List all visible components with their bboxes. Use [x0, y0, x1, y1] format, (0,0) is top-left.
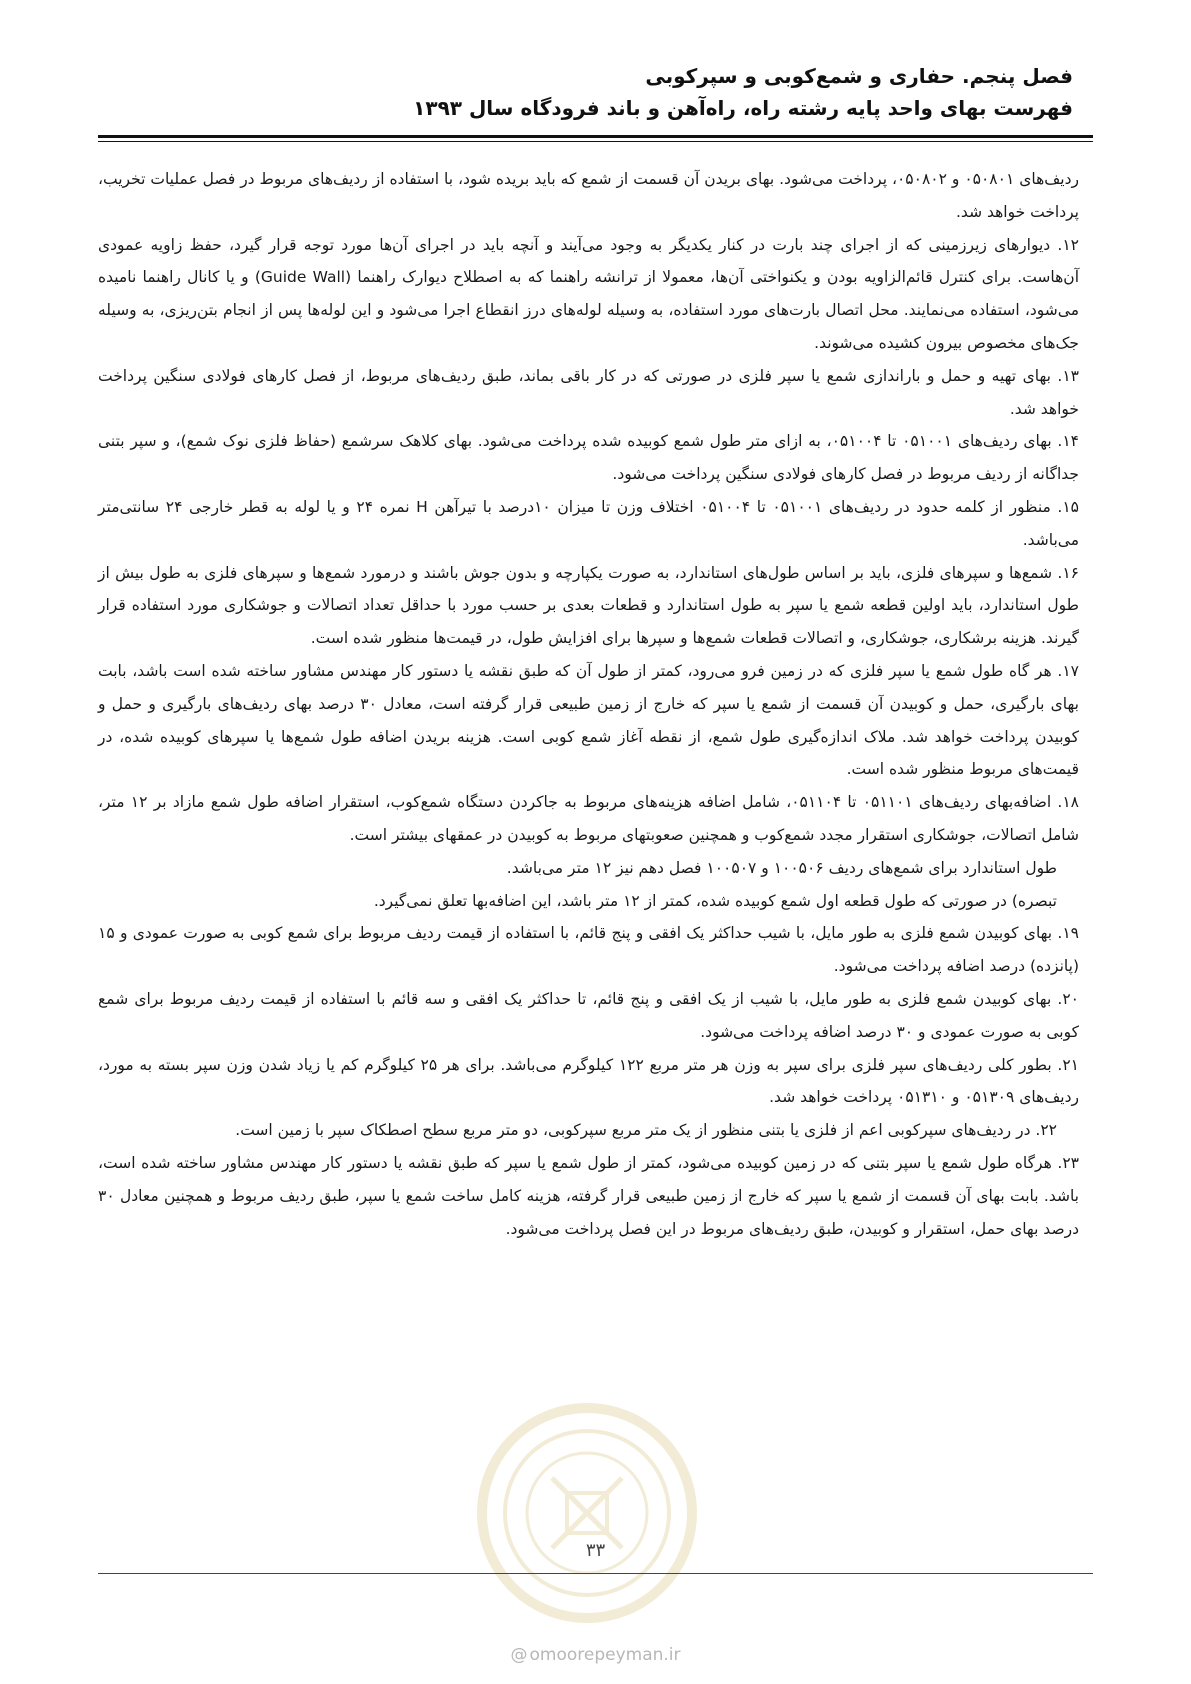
paragraph-12: ۱۲. دیوارهای زیرزمینی که از اجرای چند بارت در کنار یکدیگر به وجود می‌آیند و آنچه باید در اجرای آن‌ها مورد توجه قرار گیرد، حفظ زاویه عمودی آن‌هاست. برای کنترل قائم‌الزاویه بودن و یکنواختی آن‌ها، معمولا از ترانشه راهنما که به اصطلاح دیوارک راهنما (Guide Wall) و یا کانال راهنما نامیده می‌شود، استفاده می‌نمایند. محل اتصال بارت‌های مورد استفاده، به وسیله لوله‌های درز انقطاع اجرا می‌شود و این لوله‌ها پس از انجام بتن‌ریزی، به وسیله جک‌های مخصوص بیرون کشیده می‌شوند. — [98, 235, 1079, 352]
at-icon: @ — [510, 1645, 528, 1665]
paragraph-22: ۲۲. در ردیف‌های سپرکوبی اعم از فلزی یا بتنی منظور از یک متر مربع سپرکوبی، دو متر مربع سطح اصطکاک سپر با زمین است. — [235, 1121, 1057, 1140]
footer-rule — [98, 1573, 1093, 1574]
paragraph-14: ۱۴. بهای ردیف‌های ۰۵۱۰۰۱ تا ۰۵۱۰۰۴، به ازای متر طول شمع کوبیده شده پرداخت می‌شود. بهای کلاهک سرشمع (حفاظ فلزی نوک شمع)، و سپر بتنی جداگانه از ردیف مربوط در فصل کارهای فولادی سنگین پرداخت می‌شود. — [98, 432, 1080, 484]
paragraph-continuation: ردیف‌های ۰۵۰۸۰۱ و ۰۵۰۸۰۲، پرداخت می‌شود. بهای بریدن آن قسمت از شمع که باید بریده شود، با استفاده از ردیف‌های مربوط در فصل عملیات تخریب، پرداخت خواهد شد. — [98, 170, 1080, 221]
seal-watermark-icon — [472, 1398, 702, 1628]
chapter-title: فصل پنجم. حفاری و شمع‌کوبی و سپرکوبی — [645, 64, 1073, 88]
header-rule-thin — [98, 141, 1093, 142]
paragraph-19: ۱۹. بهای کوبیدن شمع فلزی به طور مایل، با شیب حداکثر یک افقی و پنج قائم، با استفاده از قیمت ردیف مربوط برای شمع کوبی به صورت عمودی و ۱۵ (پانزده) درصد اضافه پرداخت می‌شود. — [98, 924, 1079, 976]
header-rule-thick — [98, 135, 1093, 138]
paragraph-23: ۲۳. هرگاه طول شمع یا سپر بتنی که در زمین کوبیده می‌شود، کمتر از طول شمع یا سپر که طبق نقشه یا دستور کار مهندس مشاور ساخته شده است، باشد. بابت بهای آن قسمت از شمع یا سپر که خارج از زمین طبیعی قرار گرفته، هزینه کامل ساخت شمع یا سپر، طبق ردیف مربوط و همچنین معادل ۳۰ درصد بهای حمل، استقرار و کوبیدن، طبق ردیف‌های مربوط در این فصل پرداخت می‌شود. — [98, 1153, 1079, 1238]
paragraph-18: ۱۸. اضافه‌بهای ردیف‌های ۰۵۱۱۰۱ تا ۰۵۱۱۰۴، شامل اضافه هزینه‌های مربوط به جاکردن دستگاه شمع‌کوب، استقرار اضافه طول شمع مازاد بر ۱۲ متر، شامل اتصالات، جوشکاری استقرار مجدد شمع‌کوب و همچنین صعوبتهای مربوط به کوبیدن در عمقهای بیشتر است. — [98, 793, 1079, 844]
paragraph-17: ۱۷. هر گاه طول شمع یا سپر فلزی که در زمین فرو می‌رود، کمتر از طول آن که طبق نقشه یا دستور کار مهندس مشاور ساخته شده است باشد، بابت بهای بارگیری، حمل و کوبیدن آن قسمت از شمع یا سپر که خارج از زمین طبیعی قرار گرفته است، معادل ۳۰ درصد بهای ردیف‌های بارگیری و حمل و کوبیدن پرداخت خواهد شد. ملاک اندازه‌گیری طول شمع، از نقطه آغاز شمع کوبی است. هزینه بریدن اضافه طول شمع‌ها یا سپرهای کوبیده شده، در قیمت‌های مربوط منظور شده است. — [98, 661, 1079, 779]
paragraph-21: ۲۱. بطور کلی ردیف‌های سپر فلزی برای سپر به وزن هر متر مربع ۱۲۲ کیلوگرم می‌باشد. برای هر ۲۵ کیلوگرم کم یا زیاد شدن وزن سپر بسته به مورد، ردیف‌های ۰۵۱۳۰۹ و ۰۵۱۳۱۰ پرداخت خواهد شد. — [98, 1055, 1079, 1107]
paragraph-20: ۲۰. بهای کوبیدن شمع فلزی به طور مایل، با شیب از یک افقی و پنج قائم، تا حداکثر یک افقی و سه قائم با استفاده از قیمت ردیف مربوط برای شمع کوبی به صورت عمودی و ۳۰ درصد اضافه پرداخت می‌شود. — [98, 989, 1079, 1041]
paragraph-standard-length: طول استاندارد برای شمع‌های ردیف ۱۰۰۵۰۶ و ۱۰۰۵۰۷ فصل دهم نیز ۱۲ متر می‌باشد. — [506, 858, 1057, 877]
website-footer — [0, 1645, 1191, 1665]
page-header — [98, 60, 1073, 124]
body-text — [98, 163, 1079, 1245]
paragraph-16: ۱۶. شمع‌ها و سپرهای فلزی، باید بر اساس طول‌های استاندارد، به صورت یکپارچه و بدون جوش باشند و درمورد شمع‌ها و سپرهای فلزی به طول بیش از طول استاندارد، باید اولین قطعه شمع یا سپر به طول استاندارد و قطعات بعدی بر حسب مورد با حداقل تعداد اتصالات و جوشکاری مورد استفاده قرار گیرند. هزینه برشکاری، جوشکاری، و اتصالات قطعات شمع‌ها و سپرها برای افزایش طول، در قیمت‌ها منظور شده است. — [98, 563, 1079, 648]
paragraph-note: تبصره) در صورتی که طول قطعه اول شمع کوبیده شده، کمتر از ۱۲ متر باشد، این اضافه‌بها تعلق نمی‌گیرد. — [373, 891, 1057, 910]
price-list-title: فهرست بهای واحد پایه رشته راه، راه‌آهن و باند فرودگاه سال ۱۳۹۳ — [413, 96, 1073, 120]
page-number: ۳۳ — [585, 1540, 606, 1561]
paragraph-15: ۱۵. منظور از کلمه حدود در ردیف‌های ۰۵۱۰۰۱ تا ۰۵۱۰۰۴ اختلاف وزن تا میزان ۱۰درصد با تیرآهن H نمره ۲۴ و یا لوله به قطر خارجی ۲۴ سانتی‌متر می‌باشد. — [98, 497, 1079, 549]
website-url: omoorepeyman.ir — [529, 1645, 681, 1665]
paragraph-13: ۱۳. بهای تهیه و حمل و باراندازی شمع یا سپر فلزی در صورتی که در کار باقی بماند، طبق ردیف‌های مربوط، از فصل کارهای فولادی سنگین پرداخت خواهد شد. — [98, 366, 1079, 418]
